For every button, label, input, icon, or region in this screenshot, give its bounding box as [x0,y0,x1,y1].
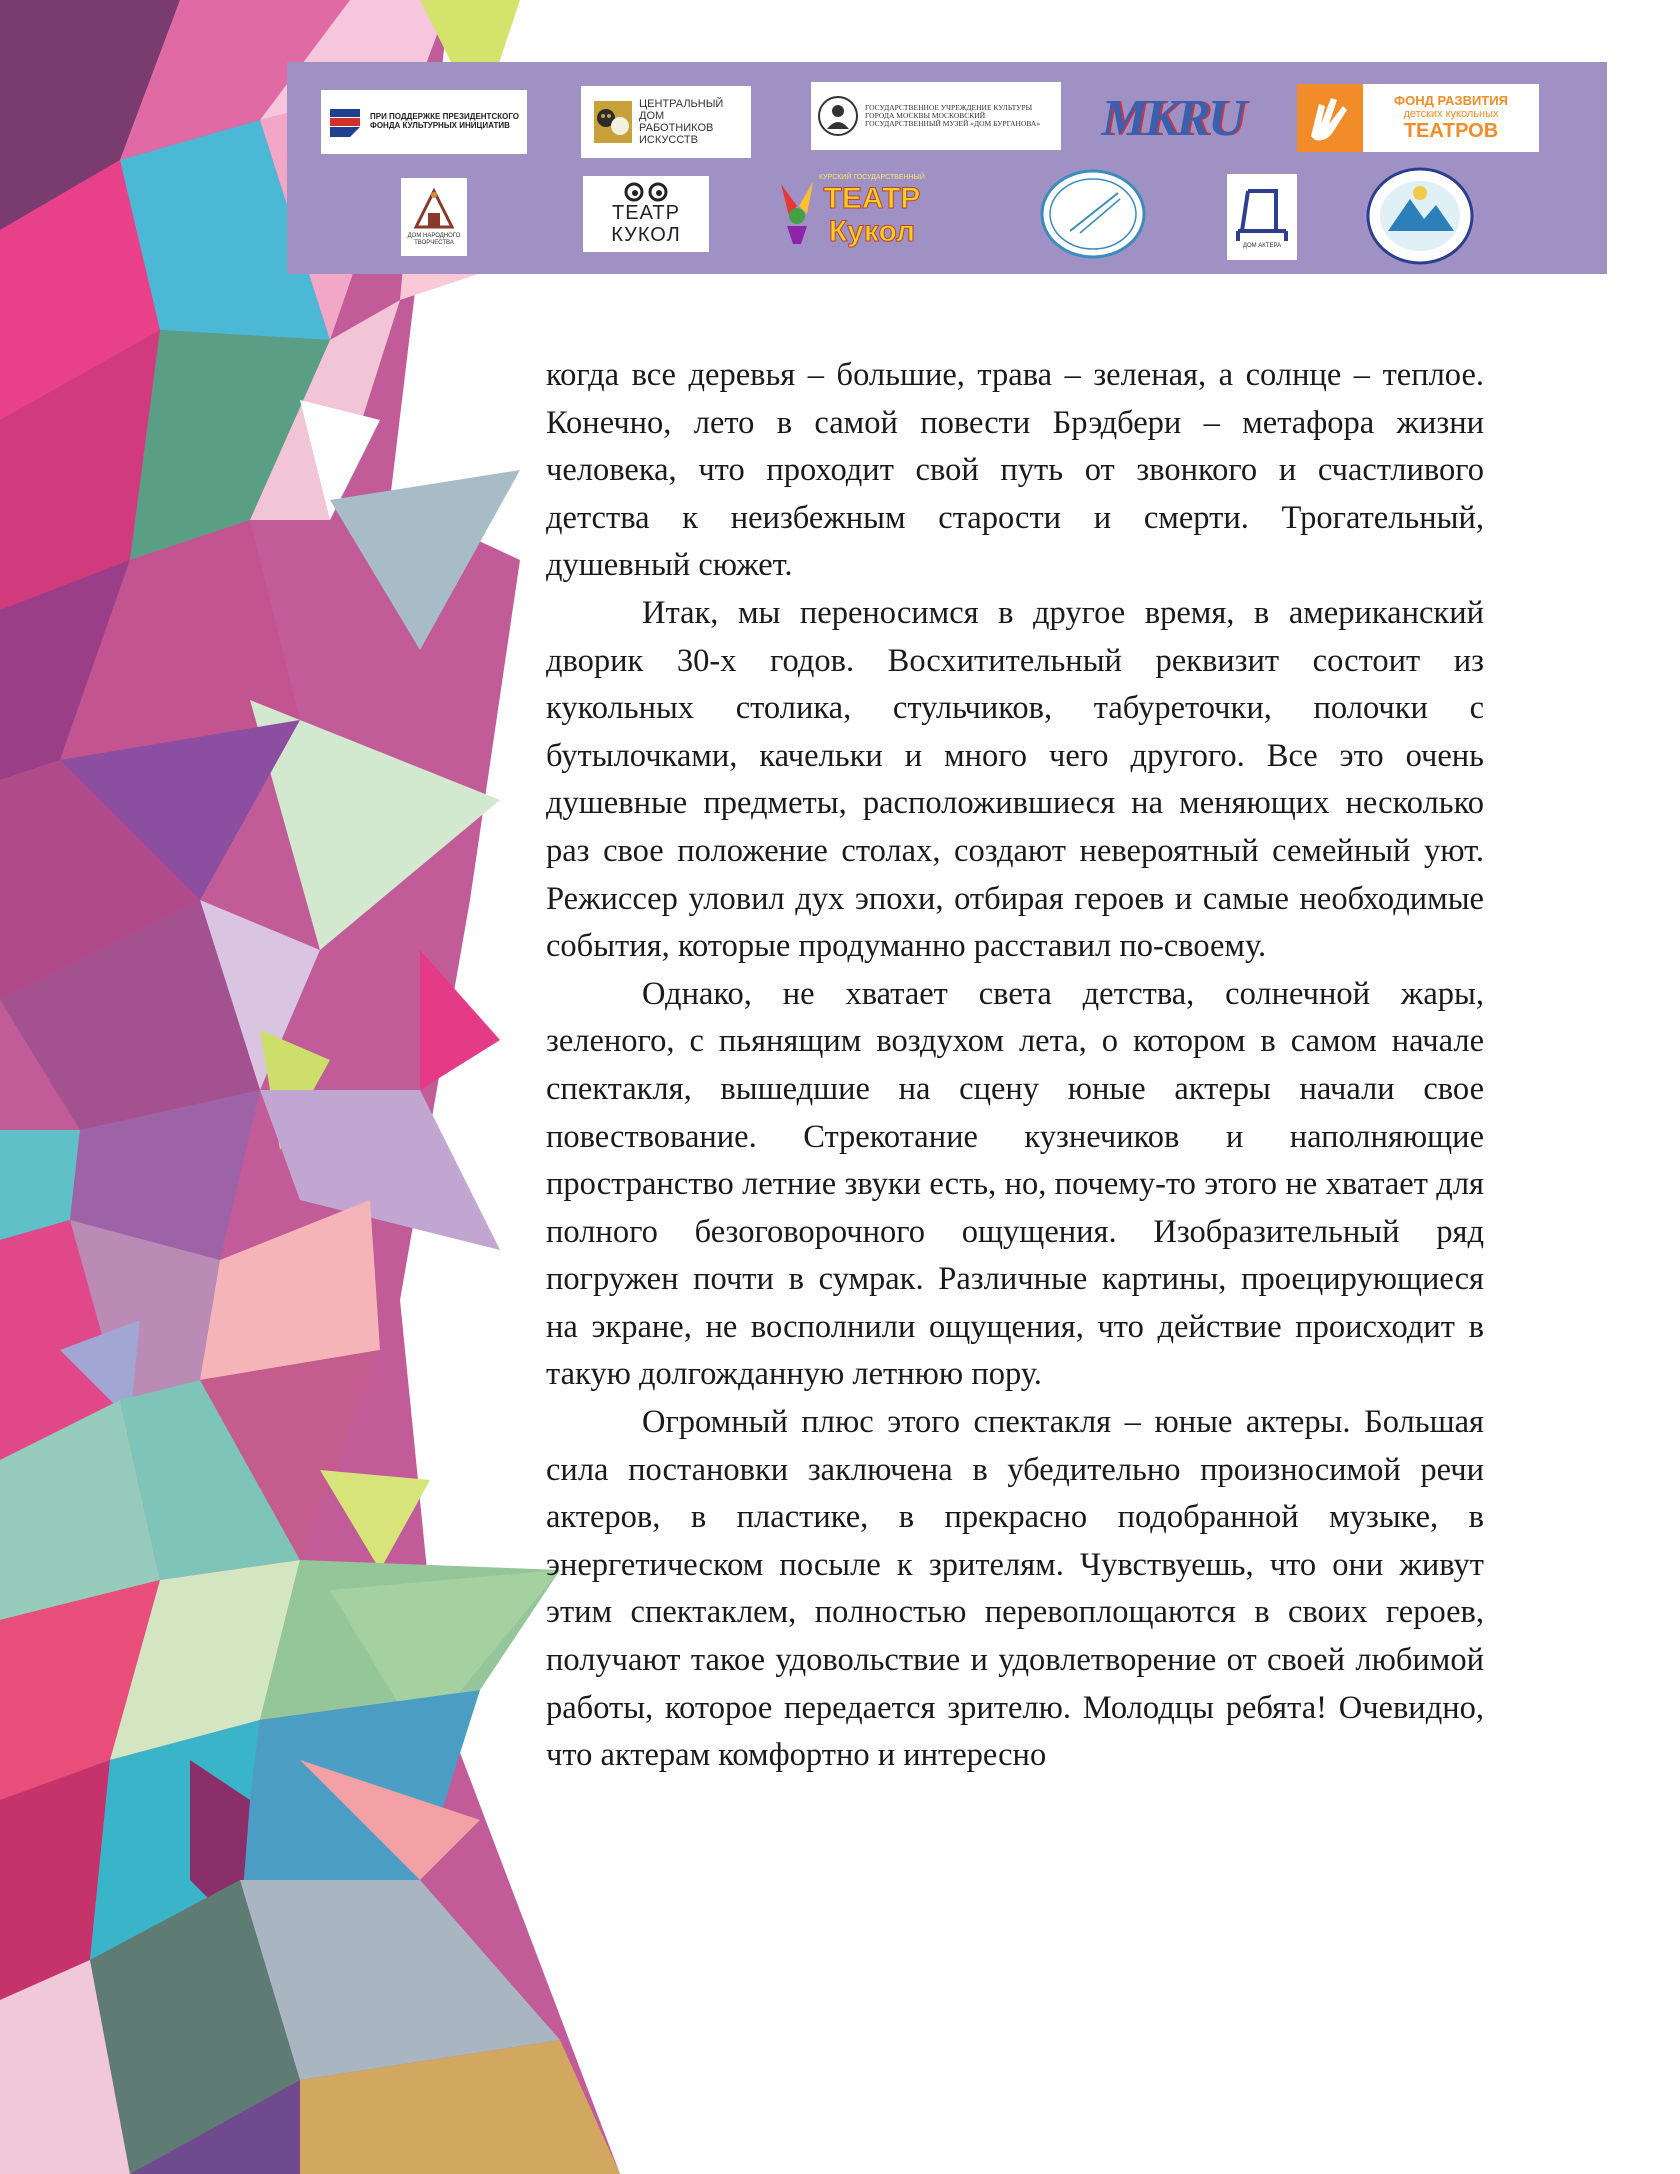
actors-house-logo [1227,174,1297,260]
folk-art-center-emblem [1365,166,1475,266]
presidential-fund-text: ПРИ ПОДДЕРЖКЕ ПРЕЗИДЕНТСКОГО ФОНДА КУЛЬТУРНЫХ ИНИЦИАТИВ [370,112,519,130]
jester-logo-icon [775,176,819,246]
puppet-theatre-fund-logo [1297,84,1539,152]
folk-art-house-logo [401,178,467,256]
hand-logo-icon [1297,84,1363,152]
article-paragraph: Однако, не хватает света детства, солнечной жары, зеленого, с пьянящим воздухом лета, о котором в самом начале спектакля, вышедшие на сцену юные актеры начали свое повествование. Стрекотание кузнечиков и наполняющие пространство летние звуки есть, но, почему-то этого не хватает для полного безоговорочного ощущения. Изобразительный ряд погружен почти в сумрак. Различные картины, проецирующиеся на экране, не восполнили ощущения, что действие происходит в такую долгожданную летнюю пору. [546,975,1484,1393]
mkru-logo [1097,90,1247,146]
kursk-line2: Кукол [828,214,916,248]
sponsor-logo-banner [287,62,1607,274]
actors-house-text: ДОМ АКТЕРА [1242,242,1282,249]
mountain-emblem-icon [1366,167,1474,265]
cdra-text: ЦЕНТРАЛЬНЫЙ ДОМ РАБОТНИКОВ ИСКУССТВ [639,97,724,147]
article-paragraph: Итак, мы переносимся в другое время, в американский дворик 30-х годов. Восхитительный реквизит состоит из кукольных столика, стульчиков, табуреточки, полочки с бутылочками, качельки и много чего другого. Все это очень душевные предметы, расположившиеся на меняющих несколько раз свое положение столах, создают невероятный семейный уют. Режиссер уловил дух эпохи, отбирая героев и самые необходимые события, которые продуманно расставил по-своему. [546,594,1484,965]
kursk-small-text: КУРСКИЙ ГОСУДАРСТВЕННЫЙ [819,174,925,182]
burganov-museum-logo [811,82,1061,150]
puppet-theatre-line2: КУКОЛ [611,224,681,246]
fund-big-text: ТЕАТРОВ [1403,120,1499,143]
puppet-theatre-line1: ТЕАТР [612,202,680,224]
presidential-fund-logo [321,90,527,154]
d-letter-logo-icon [1236,185,1288,243]
bust-logo-icon [817,95,859,137]
article-body [546,352,1484,1780]
fund-small-text: ФОНД РАЗВИТИЯ [1394,92,1508,108]
article-paragraph: когда все деревья – большие, трава – зеленая, а солнце – теплое. Конечно, лето в самой повести Брэдбери – метафора жизни человека, что проходит свой путь от звонкого и счастливого детства к неизбежным старости и смерти. Трогательный, душевный сюжет. [546,357,1484,584]
mkru-text: MKRU [1101,89,1243,147]
flag-logo-icon [328,105,364,139]
kursk-puppet-theatre-logo [775,170,965,252]
house-logo-icon [412,187,456,233]
cdra-logo [581,86,751,158]
folk-art-house-text: ДОМ НАРОДНОГО ТВОРЧЕСТВА [407,233,461,246]
masks-logo-icon [593,100,633,144]
fund-mid-text: детских кукольных [1403,108,1499,121]
circle-emblem-icon [1040,169,1146,259]
eyes-logo-icon [621,182,671,202]
kursk-line1: ТЕАТР [823,181,921,215]
burganov-museum-text: ГОСУДАРСТВЕННОЕ УЧРЕЖДЕНИЕ КУЛЬТУРЫ ГОРОДА МОСКВЫ МОСКОВСКИЙ ГОСУДАРСТВЕННЫЙ МУЗЕЙ «ДОМ БУРГАНОВА» [865,102,1041,129]
puppet-theatre-logo [583,176,709,252]
article-paragraph: Огромный плюс этого спектакля – юные актеры. Большая сила постановки заключена в убедительно произносимой речи актеров, в пластике, в прекрасно подобранной музыке, в энергетическом посыле к зрителям. Чувствуешь, что они живут этим спектаклем, полностью перевоплощаются в своих героев, получают такое удовольствие и удовлетворение от своей любимой работы, которое передается зрителю. Молодцы ребята! Очевидно, что актерам комфортно и интересно [546,1404,1484,1774]
circle-emblem-logo [1039,168,1147,260]
